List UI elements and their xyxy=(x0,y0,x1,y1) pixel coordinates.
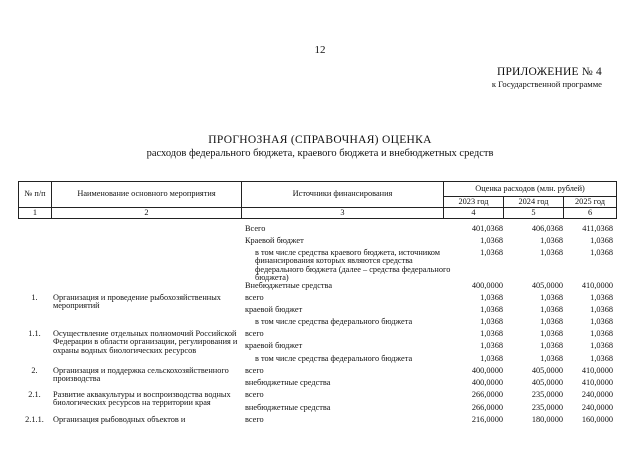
row-value-2025: 1,0368 xyxy=(590,317,613,326)
row-value-2024: 405,0000 xyxy=(531,281,563,290)
header-estimate: Оценка расходов (млн. рублей) xyxy=(444,182,617,197)
row-value-2025: 410,0000 xyxy=(581,281,613,290)
row-value-2025: 1,0368 xyxy=(590,236,613,245)
row-value-2025: 1,0368 xyxy=(590,354,613,363)
col-number-6: 6 xyxy=(564,208,617,219)
row-name: Осуществление отдельных полномочий Российской Федерации в области организации, регулирования и охраны водных биологических ресурсов xyxy=(53,329,238,355)
row-value-2024: 1,0368 xyxy=(540,293,563,302)
row-value-2023: 400,0000 xyxy=(471,366,503,375)
row-source: внебюджетные средства xyxy=(245,378,331,387)
row-number: 1.1. xyxy=(28,329,41,338)
row-source: в том числе средства краевого бюджета, источником финансирования которых являются средства федерального бюджета (далее – средства федерального бюджета) xyxy=(255,248,451,283)
row-source: всего xyxy=(245,415,264,424)
header-year-2023: 2023 год xyxy=(444,197,504,208)
row-value-2025: 1,0368 xyxy=(590,248,613,257)
row-name: Организация и проведение рыбохозяйственных мероприятий xyxy=(53,293,221,311)
header-year-2024: 2024 год xyxy=(504,197,564,208)
table-row xyxy=(18,225,616,237)
row-value-2023: 1,0368 xyxy=(480,236,503,245)
header-year-2025: 2025 год xyxy=(564,197,617,208)
col-number-2: 2 xyxy=(52,208,242,219)
table-row xyxy=(18,342,616,354)
row-name: Развитие аквакультуры и воспроизводства водных биологических ресурсов на территории края xyxy=(53,390,231,408)
row-value-2024: 1,0368 xyxy=(540,341,563,350)
row-value-2025: 410,0000 xyxy=(581,366,613,375)
row-value-2023: 1,0368 xyxy=(480,354,503,363)
appendix-title: ПРИЛОЖЕНИЕ № 4 xyxy=(496,66,602,78)
row-number: 2. xyxy=(31,366,38,375)
row-value-2023: 1,0368 xyxy=(480,248,503,257)
row-value-2025: 1,0368 xyxy=(590,341,613,350)
row-value-2025: 240,0000 xyxy=(581,403,613,412)
row-name: Организация и поддержка сельскохозяйственного производства xyxy=(53,366,229,384)
row-value-2025: 1,0368 xyxy=(590,329,613,338)
row-value-2024: 1,0368 xyxy=(540,317,563,326)
row-value-2025: 1,0368 xyxy=(590,305,613,314)
row-source: в том числе средства федерального бюджета xyxy=(255,317,413,326)
document-heading xyxy=(0,134,640,159)
row-value-2023: 401,0368 xyxy=(471,224,503,233)
row-source: всего xyxy=(245,366,264,375)
header-source: Источники финансирования xyxy=(242,182,444,208)
row-value-2023: 266,0000 xyxy=(471,390,503,399)
row-source: всего xyxy=(245,293,264,302)
page-number: 12 xyxy=(314,44,326,56)
row-value-2023: 1,0368 xyxy=(480,305,503,314)
row-value-2024: 235,0000 xyxy=(531,390,563,399)
header-no: № п/п xyxy=(19,182,52,208)
appendix-block xyxy=(492,66,602,89)
row-value-2024: 1,0368 xyxy=(540,305,563,314)
row-value-2024: 235,0000 xyxy=(531,403,563,412)
row-value-2024: 405,0000 xyxy=(531,366,563,375)
row-value-2025: 410,0000 xyxy=(581,378,613,387)
row-value-2024: 1,0368 xyxy=(540,248,563,257)
heading-line-2: расходов федерального бюджета, краевого бюджета и внебюджетных средств xyxy=(146,148,494,159)
row-value-2024: 406,0368 xyxy=(531,224,563,233)
row-value-2025: 1,0368 xyxy=(590,293,613,302)
col-number-4: 4 xyxy=(444,208,504,219)
row-value-2024: 1,0368 xyxy=(540,236,563,245)
row-value-2024: 1,0368 xyxy=(540,329,563,338)
col-number-1: 1 xyxy=(19,208,52,219)
row-value-2023: 1,0368 xyxy=(480,317,503,326)
row-source: Краевой бюджет xyxy=(245,236,304,245)
row-source: краевой бюджет xyxy=(245,341,303,350)
row-value-2024: 180,0000 xyxy=(531,415,563,424)
row-value-2023: 400,0000 xyxy=(471,281,503,290)
table-row xyxy=(18,249,616,282)
row-value-2024: 1,0368 xyxy=(540,354,563,363)
row-value-2025: 160,0000 xyxy=(581,415,613,424)
table-row xyxy=(18,416,616,428)
appendix-subtitle: к Государственной программе xyxy=(491,79,602,89)
row-value-2023: 216,0000 xyxy=(471,415,503,424)
row-source: внебюджетные средства xyxy=(245,403,331,412)
row-value-2025: 411,0368 xyxy=(582,224,613,233)
row-value-2023: 1,0368 xyxy=(480,341,503,350)
header-name: Наименование основного мероприятия xyxy=(52,182,242,208)
row-value-2025: 240,0000 xyxy=(581,390,613,399)
row-source: Внебюджетные средства xyxy=(245,281,333,290)
row-value-2024: 405,0000 xyxy=(531,378,563,387)
row-number: 2.1. xyxy=(28,390,41,399)
row-number: 1. xyxy=(31,293,38,302)
col-number-5: 5 xyxy=(504,208,564,219)
row-value-2023: 1,0368 xyxy=(480,293,503,302)
row-source: в том числе средства федерального бюджета xyxy=(255,354,413,363)
row-value-2023: 400,0000 xyxy=(471,378,503,387)
row-value-2023: 266,0000 xyxy=(471,403,503,412)
row-source: Всего xyxy=(245,224,266,233)
col-number-3: 3 xyxy=(242,208,444,219)
row-value-2023: 1,0368 xyxy=(480,329,503,338)
row-name: Организация рыбоводных объектов и xyxy=(53,415,186,424)
row-source: краевой бюджет xyxy=(245,305,303,314)
heading-line-1: ПРОГНОЗНАЯ (СПРАВОЧНАЯ) ОЦЕНКА xyxy=(208,134,432,146)
row-source: всего xyxy=(245,390,264,399)
table-header xyxy=(18,181,617,219)
row-source: всего xyxy=(245,329,264,338)
row-number: 2.1.1. xyxy=(25,415,44,424)
